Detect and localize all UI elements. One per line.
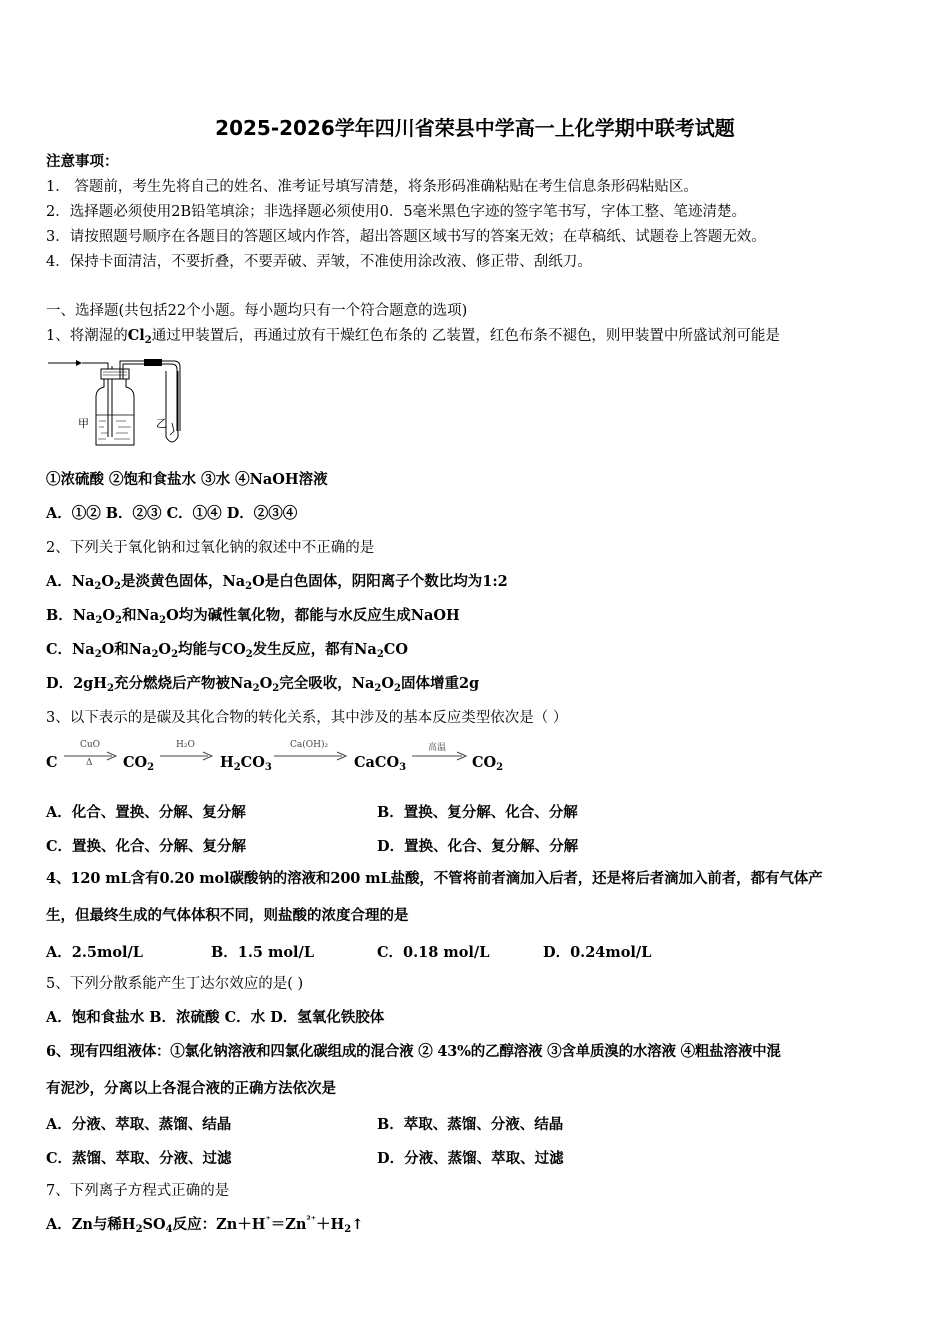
reaction-arrow-1 — [62, 738, 120, 774]
question-3-option-d: D．置换、化合、复分解、分解 — [377, 838, 579, 855]
question-5-stem: 5、下列分散系能产生丁达尔效应的是( ) — [46, 976, 304, 992]
question-1-options: A．①② B．②③ C．①④ D．②③④ — [46, 505, 298, 522]
q1-stem-subscript: 2 — [144, 335, 152, 346]
question-4-stem-line2: 生，但最终生成的气体体积不同，则盐酸的浓度合理的是 — [46, 907, 409, 924]
notice-item: 4．保持卡面清洁，不要折叠，不要弄破、弄皱，不准使用涂改液、修正带、刮纸刀。 — [46, 254, 592, 270]
question-2-option-c: C．$Na_2O$和$Na_2O_2$均能与$CO_2$发生反应，都有$Na_2CO$ — [46, 641, 408, 660]
gas-washing-apparatus-drawing — [46, 353, 196, 453]
notice-item: 2．选择题必须使用2B铅笔填涂；非选择题必须使用0．5毫米黑色字迹的签字笔书写，字体工整、笔迹清楚。 — [46, 204, 747, 220]
question-3-option-c: C．置换、化合、分解、复分解 — [46, 838, 247, 855]
reaction-arrow-4 — [410, 738, 470, 774]
reaction-arrow-3 — [272, 738, 350, 774]
arrow-2-reagent: H₂O — [176, 740, 195, 750]
question-3-stem: 3、以下表示的是碳及其化合物的转化关系，其中涉及的基本反应类型依次是（ ） — [46, 710, 568, 726]
chem-co2-final: $CO_2$ — [472, 754, 504, 773]
question-1-stem — [46, 326, 780, 346]
chem-c: C — [46, 754, 58, 771]
arrow-1-condition: Δ — [86, 758, 93, 768]
notice-item: 1． 答题前，考生先将自己的姓名、准考证号填写清楚，将条形码准确粘贴在考生信息条形码粘贴区。 — [46, 179, 698, 195]
question-4-option-a: A．2.5mol/L — [46, 944, 143, 961]
question-2-option-d: D．$2gH_2$充分燃烧后产物被$Na_2O_2$完全吸收，$Na_2O_2$固体增重2g — [46, 675, 480, 694]
question-2-stem: 2、下列关于氧化钠和过氧化钠的叙述中不正确的是 — [46, 540, 375, 556]
q1-stem-text: 通过甲装置后，再通过放有干燥红色布条的 乙装置，红色布条不褪色，则甲装置中所盛试剂可能是 — [151, 328, 780, 344]
q1-stem-text: 1、将潮湿的 — [46, 328, 128, 344]
arrow-3-reagent: Ca(OH)₂ — [290, 740, 329, 750]
question-3-option-b: B．置换、复分解、化合、分解 — [377, 804, 578, 821]
question-3-option-a: A．化合、置换、分解、复分解 — [46, 804, 246, 821]
question-6-option-b: B．萃取、蒸馏、分液、结晶 — [377, 1116, 564, 1133]
arrow-4-condition: 高温 — [428, 743, 447, 753]
question-6-stem-line1: 6、现有四组液体：①氯化钠溶液和四氯化碳组成的混合液 ② 43%的乙醇溶液 ③含单质溴的水溶液 ④粗盐溶液中混 — [46, 1043, 781, 1060]
notice-heading: 注意事项： — [46, 153, 119, 170]
question-4-option-c: C．0.18 mol/L — [377, 944, 490, 961]
apparatus-figure — [46, 353, 196, 453]
arrow-3-line — [272, 738, 350, 774]
chem-co2: $CO_2$ — [123, 754, 155, 773]
question-2-option-a: A．$Na_2O_2$是淡黄色固体，$Na_2O$是白色固体，阴阳离子个数比均为1:2 — [46, 573, 508, 592]
question-4-option-d: D．0.24mol/L — [543, 944, 652, 961]
arrow-4-line — [410, 738, 470, 774]
chem-h2co3: $H_2CO_3$ — [220, 754, 272, 773]
arrow-1-reagent: CuO — [80, 740, 101, 750]
question-5-options: A．饱和食盐水 B．浓硫酸 C．水 D．氢氧化铁胶体 — [46, 1009, 385, 1026]
question-6-stem-line2: 有泥沙，分离以上各混合液的正确方法依次是 — [46, 1080, 336, 1097]
page-title: 2025-2026学年四川省荣县中学高一上化学期中联考试题 — [215, 116, 735, 140]
question-6-option-c: C．蒸馏、萃取、分液、过滤 — [46, 1150, 232, 1167]
question-6-option-a: A．分液、萃取、蒸馏、结晶 — [46, 1116, 232, 1133]
question-4-stem-line1: 4、120 mL含有0.20 mol碳酸钠的溶液和200 mL盐酸，不管将前者滴加入后者，还是将后者滴加入前者，都有气体产 — [46, 870, 823, 887]
notice-item: 3．请按照题号顺序在各题目的答题区域内作答，超出答题区域书写的答案无效；在草稿纸、试题卷上答题无效。 — [46, 229, 766, 245]
chem-caco3: CaCO$_3$ — [354, 754, 407, 773]
question-7-option-a: A．Zn与稀$H_2SO_4$反应：$Zn+H^{^+}=Zn^{^{2+}}+H_2↑$ — [46, 1215, 364, 1235]
label-jia: 甲 — [78, 417, 89, 430]
question-7-stem: 7、下列离子方程式正确的是 — [46, 1183, 230, 1199]
question-6-option-d: D．分液、蒸馏、萃取、过滤 — [377, 1150, 564, 1167]
section-heading: 一、选择题(共包括22个小题。每小题均只有一个符合题意的选项) — [46, 303, 468, 319]
reaction-chain — [0, 738, 950, 778]
reaction-arrow-2 — [158, 738, 216, 774]
question-4-option-b: B．1.5 mol/L — [211, 944, 315, 961]
label-yi: 乙 — [156, 417, 167, 430]
question-1-choices: ①浓硫酸 ②饱和食盐水 ③水 ④NaOH溶液 — [46, 471, 328, 488]
question-2-option-b: B．$Na_2O_2$和$Na_2O$均为碱性氧化物，都能与水反应生成NaOH — [46, 607, 460, 626]
q1-stem-formula: Cl — [127, 327, 145, 344]
arrow-1-line — [62, 738, 120, 774]
arrow-2-line — [158, 738, 216, 774]
